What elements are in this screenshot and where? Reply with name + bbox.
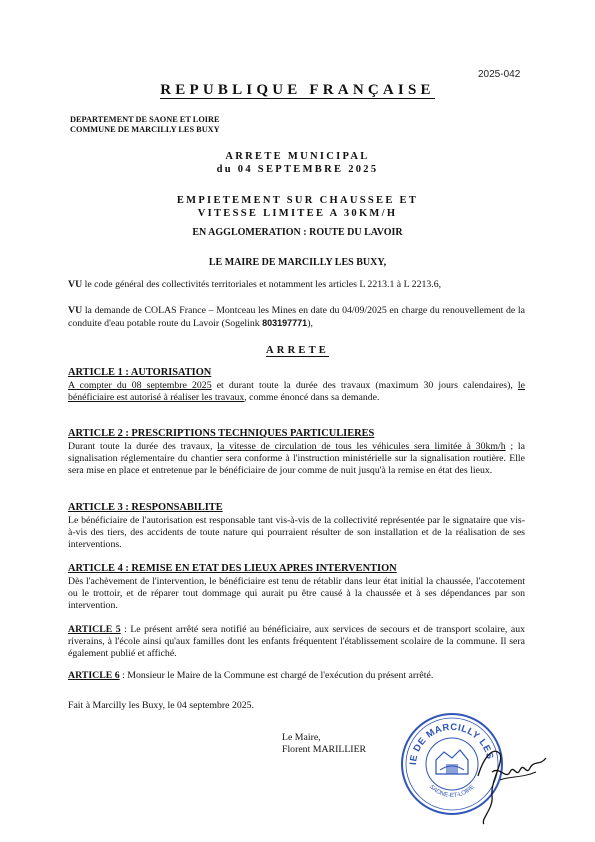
arrete-heading-text: ARRETE — [266, 345, 329, 356]
decree-location: EN AGGLOMERATION : ROUTE DU LAVOIR — [192, 227, 403, 238]
consideration-1-text: le code général des collectivités territoriales et notamment les articles L 2213.1 à L 2213.6, — [82, 279, 442, 290]
article-1-text — [68, 380, 525, 404]
republic-heading — [0, 82, 595, 99]
article-6 — [68, 670, 525, 682]
signer-name: Florent MARILLIER — [282, 744, 367, 755]
decree-title — [0, 150, 595, 176]
vu-label: VU — [68, 279, 83, 290]
decree-subject-line2: VITESSE LIMITEE A 30KM/H — [197, 208, 398, 219]
place-and-date: Fait à Marcilly les Buxy, le 04 septembre 2025. — [68, 700, 255, 711]
signature-block — [282, 732, 366, 756]
mayor-heading: LE MAIRE DE MARCILLY LES BUXY, — [208, 257, 387, 268]
commune-name: COMMUNE DE MARCILLY LES BUXY — [70, 125, 220, 134]
article-1-text-end: , comme énoncé dans sa demande. — [244, 392, 380, 404]
signer-title: Le Maire, — [282, 732, 321, 743]
consideration-2-text: la demande de COLAS France – Montceau les Mines en date du 04/09/2025 en charge du renouvellement de la conduite d'eau potable route du Lavoir (Sogelink — [68, 305, 525, 330]
article-2-text-end: ; la signalisation réglementaire du chantier sera conforme à l'instruction ministérielle sur la signalisation routière. Elle sera mise en place et entretenue par le bénéficiaire de jour comme de nuit jusqu'à la remise en état des lieux. — [68, 441, 526, 477]
arrete-heading — [0, 345, 595, 356]
article-2-text-start: Durant toute la durée des travaux, — [68, 441, 218, 452]
article-5-label: ARTICLE 5 — [68, 624, 121, 635]
svg-text:SAONE-ET-LOIRE: SAONE-ET-LOIRE — [428, 784, 476, 800]
article-2-text — [68, 441, 525, 478]
decree-title-line1: ARRETE MUNICIPAL — [225, 151, 370, 162]
article-2-speed-limit: la vitesse de circulation de tous les véhicules sera limitée à 30km/h — [217, 441, 506, 452]
decree-subject — [0, 194, 595, 220]
article-4-text: Dès l'achèvement de l'intervention, le bénéficiaire est tenu de rétablir dans leur état initial la chaussée, l'accotement ou le trottoir, et de réparer tout dommage qui aurait pu être causé à la chaussée et à ses dépendances par son intervention. — [68, 576, 525, 612]
article-3-title: ARTICLE 3 : RESPONSABILITE — [68, 502, 223, 513]
department-name: DEPARTEMENT DE SAONE ET LOIRE — [70, 115, 220, 124]
article-6-text: : Monsieur le Maire de la Commune est chargé de l'exécution du présent arrêté. — [119, 670, 434, 681]
consideration-1 — [68, 279, 525, 291]
article-1-start-date: A compter du 08 septembre 2025 — [68, 380, 212, 391]
signature-scribble-icon — [470, 736, 550, 826]
document-reference: 2025-042 — [478, 69, 521, 80]
svg-text:MAIRIE DE MARCILLY LES BUXY: IE DE MARCILLY LES — [407, 721, 496, 766]
republic-heading-text: REPUBLIQUE FRANÇAISE — [160, 82, 435, 98]
article-5 — [68, 624, 525, 661]
handwritten-signature — [470, 736, 550, 831]
decree-subject-line1: EMPIETEMENT SUR CHAUSSEE ET — [176, 195, 419, 206]
article-3-text: Le bénéficiaire de l'autorisation est responsable tant vis-à-vis de la collectivité représentée par le signataire que vis-à-vis des tiers, des accidents de toute nature qui pourraient résulter de son installation et de la réalisation de ses interventions. — [68, 515, 525, 551]
consideration-2 — [68, 305, 525, 330]
article-2-title: ARTICLE 2 : PRESCRIPTIONS TECHNIQUES PARTICULIERES — [68, 428, 375, 439]
article-1-text-part: et durant toute la durée des travaux (maximum 30 jours calendaires), — [211, 380, 518, 391]
issuer-block — [70, 115, 220, 135]
article-4-title: ARTICLE 4 : REMISE EN ETAT DES LIEUX APRES INTERVENTION — [68, 563, 397, 574]
decree-date: du 04 SEPTEMBRE 2025 — [216, 164, 379, 175]
consideration-2-end: ), — [307, 318, 313, 330]
article-6-label: ARTICLE 6 — [68, 670, 120, 681]
article-1-title: ARTICLE 1 : AUTORISATION — [68, 367, 212, 378]
article-5-text: : Le présent arrêté sera notifié au bénéficiaire, aux services de secours et de transport scolaire, aux riverains, à l'école ainsi qu'aux familles dont les enfants fréquentent l'établissement scolaire de la commune. Il sera également publié et affiché. — [68, 624, 525, 660]
article-1-authorization: le bénéficiaire est autorisé à réaliser les travaux — [68, 380, 525, 404]
vu-label: VU — [68, 305, 83, 316]
sogelink-reference: 803197771 — [262, 318, 308, 329]
